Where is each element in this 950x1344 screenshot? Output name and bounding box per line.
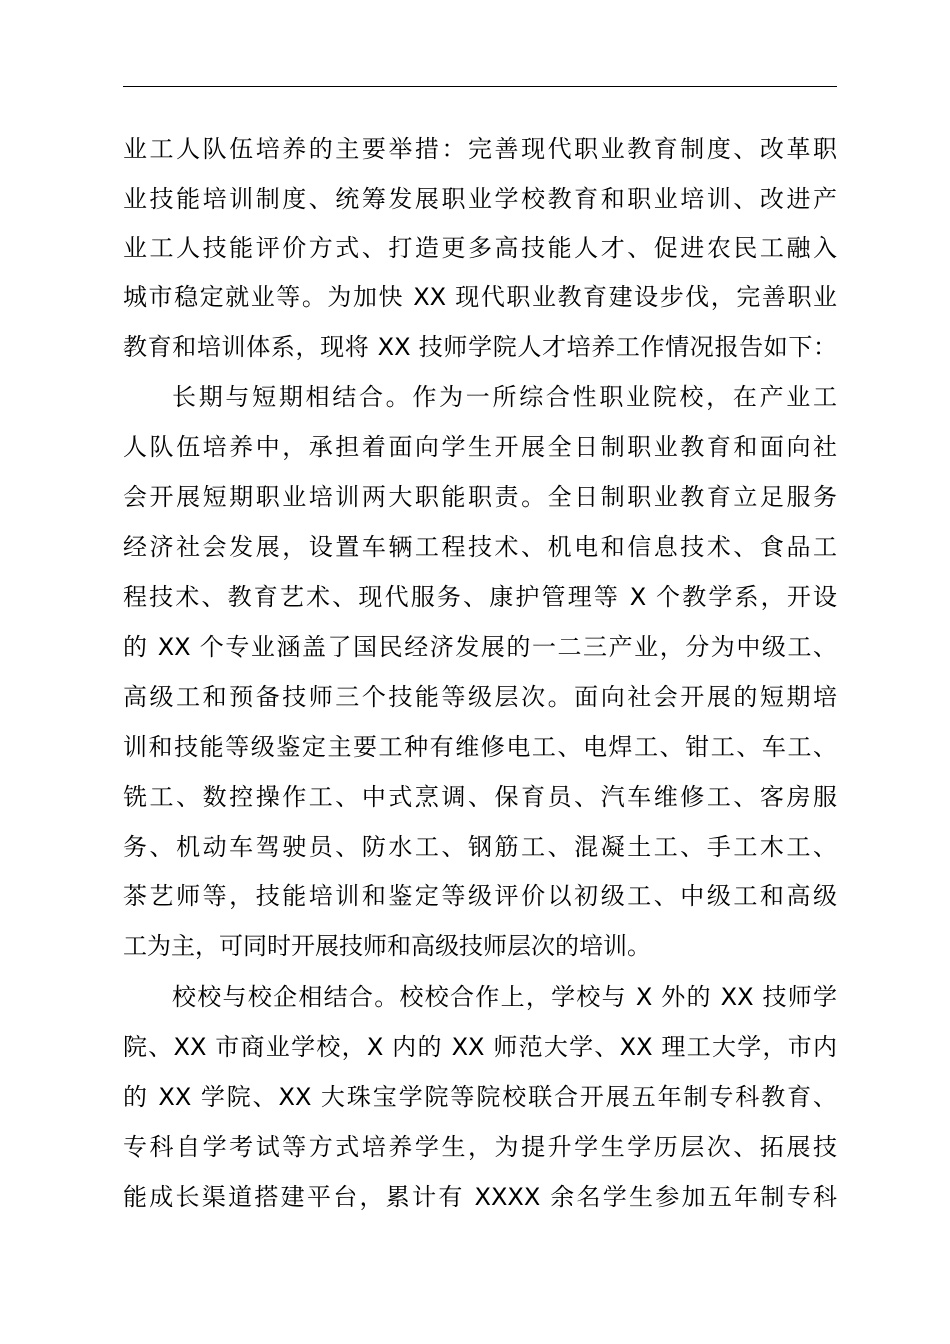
text-line: 务、机动车驾驶员、防水工、钢筋工、混凝土工、手工木工、 xyxy=(123,833,837,861)
text-line: 工为主，可同时开展技师和高级技师层次的培训。 xyxy=(123,932,651,960)
text-line: 训和技能等级鉴定主要工种有维修电工、电焊工、钳工、车工、 xyxy=(123,733,837,761)
text-line: 程技术、教育艺术、现代服务、康护管理等 X 个教学系，开设 xyxy=(123,583,837,611)
text-line: 院、XX 市商业学校，X 内的 XX 师范大学、XX 理工大学，市内 xyxy=(123,1033,837,1061)
text-line: 业技能培训制度、统筹发展职业学校教育和职业培训、改进产 xyxy=(123,185,837,213)
text-line: 经济社会发展，设置车辆工程技术、机电和信息技术、食品工 xyxy=(123,533,837,561)
text-line: 人队伍培养中，承担着面向学生开展全日制职业教育和面向社 xyxy=(123,433,837,461)
text-line: 业工人队伍培养的主要举措：完善现代职业教育制度、改革职 xyxy=(123,135,837,163)
paragraph-first-line: 长期与短期相结合。作为一所综合性职业院校，在产业工 xyxy=(172,383,837,411)
text-line: 能成长渠道搭建平台，累计有 XXXX 余名学生参加五年制专科 xyxy=(123,1183,837,1211)
text-line: 会开展短期职业培训两大职能职责。全日制职业教育立足服务 xyxy=(123,483,837,511)
text-line: 的 XX 学院、XX 大珠宝学院等院校联合开展五年制专科教育、 xyxy=(123,1083,837,1111)
text-line: 铣工、数控操作工、中式烹调、保育员、汽车维修工、客房服 xyxy=(123,783,837,811)
text-line: 教育和培训体系，现将 XX 技师学院人才培养工作情况报告如下： xyxy=(123,333,837,361)
text-line: 城市稳定就业等。为加快 XX 现代职业教育建设步伐，完善职业 xyxy=(123,283,837,311)
text-line: 业工人技能评价方式、打造更多高技能人才、促进农民工融入 xyxy=(123,234,837,262)
paragraph-first-line: 校校与校企相结合。校校合作上，学校与 X 外的 XX 技师学 xyxy=(172,983,837,1011)
text-line: 专科自学考试等方式培养学生，为提升学生学历层次、拓展技 xyxy=(123,1133,837,1161)
text-line: 茶艺师等，技能培训和鉴定等级评价以初级工、中级工和高级 xyxy=(123,882,837,910)
text-line: 的 XX 个专业涵盖了国民经济发展的一二三产业，分为中级工、 xyxy=(123,633,837,661)
text-line: 高级工和预备技师三个技能等级层次。面向社会开展的短期培 xyxy=(123,683,837,711)
header-rule xyxy=(123,86,837,87)
